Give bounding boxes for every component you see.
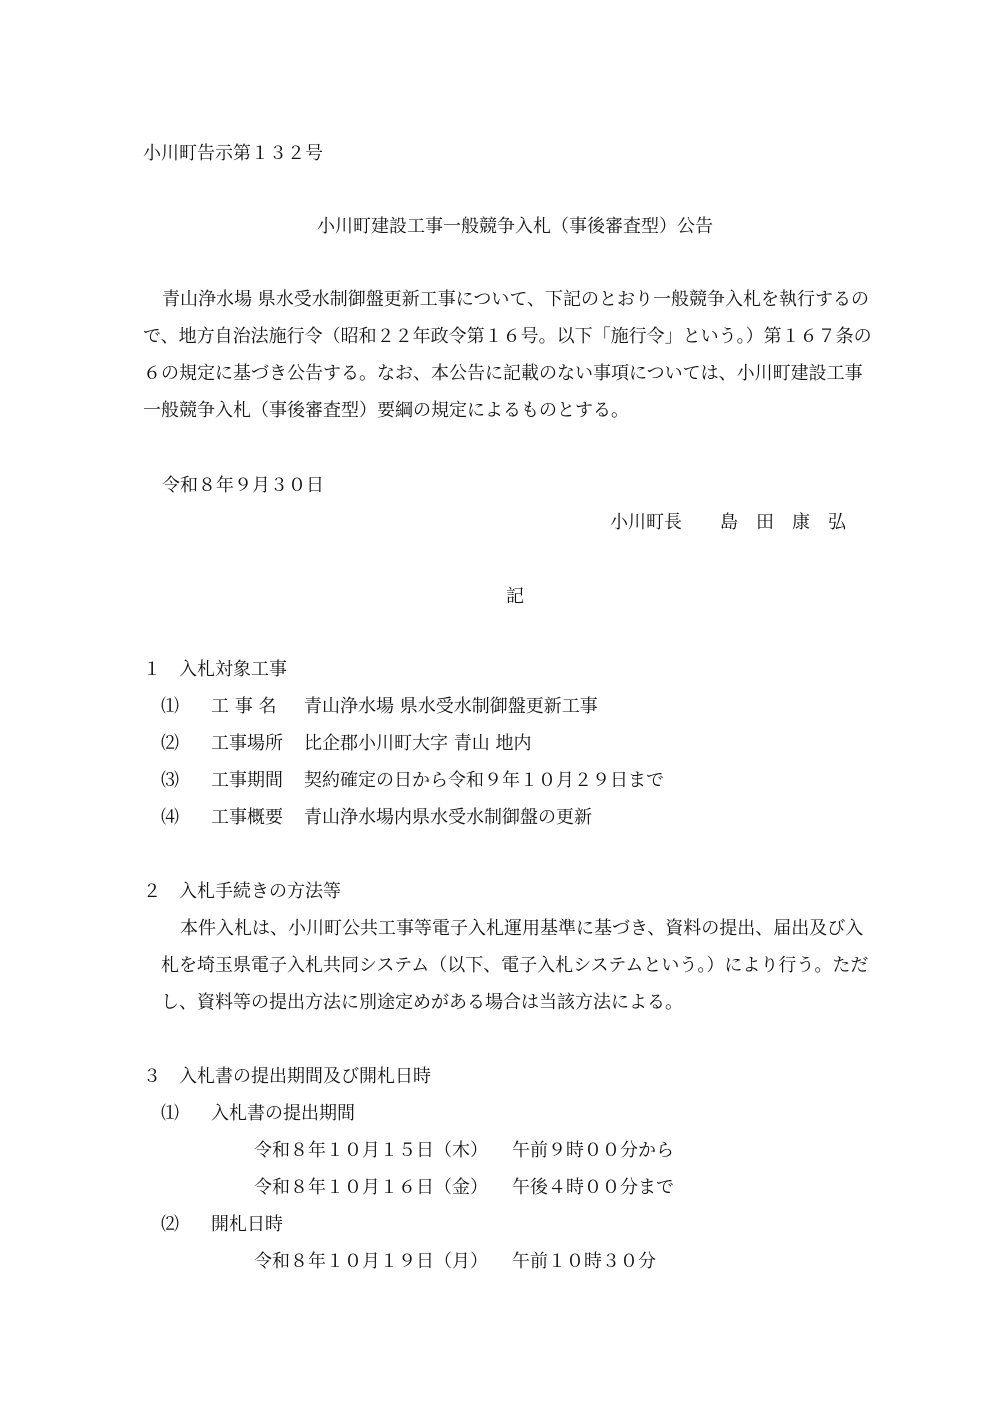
signature-name: 島 田 康 弘: [720, 512, 846, 533]
item-number: ⑶: [161, 770, 179, 791]
intro-line: 青山浄水場 県水受水制御盤更新工事について、下記のとおり一般競争入札を執行するの: [162, 289, 869, 310]
period-date: 令和８年１０月１５日（木）: [254, 1140, 488, 1161]
item-number: ⑷: [161, 807, 179, 828]
period-date: 令和８年１０月１６日（金）: [254, 1177, 488, 1198]
section-heading: ２ 入札手続きの方法等: [143, 881, 341, 902]
opening-date: 令和８年１０月１９日（月）: [254, 1251, 488, 1272]
section-body-line: し、資料等の提出方法に別途定めがある場合は当該方法による。: [161, 992, 683, 1013]
signature-title: 小川町長: [610, 512, 682, 533]
item-number: ⑴: [161, 696, 179, 717]
ki-marker: 記: [506, 586, 524, 607]
item-label: 工 事 名: [211, 696, 277, 717]
item-value: 青山浄水場 県水受水制御盤更新工事: [304, 696, 598, 717]
item-label: 工事場所: [211, 733, 283, 754]
intro-line: ６の規定に基づき公告する。なお、本公告に記載のない事項については、小川町建設工事: [143, 363, 863, 384]
section-heading: ３ 入札書の提出期間及び開札日時: [143, 1066, 431, 1087]
section-body-line: 札を埼玉県電子入札共同システム（以下、電子入札システムという。）により行う。ただ: [161, 955, 869, 976]
subsection-label: 開札日時: [211, 1214, 283, 1235]
subsection-label: 入札書の提出期間: [211, 1103, 355, 1124]
notice-number: 小川町告示第１３２号: [143, 143, 323, 164]
intro-line: で、地方自治法施行令（昭和２２年政令第１６号。以下「施行令」という。）第１６７条の: [143, 326, 872, 347]
period-time: 午前９時００分から: [512, 1140, 674, 1161]
notice-date: 令和８年９月３０日: [162, 475, 324, 496]
intro-line: 一般競争入札（事後審査型）要綱の規定によるものとする。: [143, 400, 629, 421]
item-value: 比企郡小川町大字 青山 地内: [304, 733, 532, 754]
item-value: 青山浄水場内県水受水制御盤の更新: [304, 807, 592, 828]
opening-time: 午前１０時３０分: [512, 1251, 656, 1272]
item-label: 工事概要: [211, 807, 283, 828]
item-number: ⑴: [161, 1103, 179, 1124]
item-label: 工事期間: [211, 770, 283, 791]
section-body-line: 本件入札は、小川町公共工事等電子入札運用基準に基づき、資料の提出、届出及び入: [180, 918, 864, 939]
period-time: 午後４時００分まで: [512, 1177, 674, 1198]
item-number: ⑵: [161, 1214, 179, 1235]
item-number: ⑵: [161, 733, 179, 754]
document-title: 小川町建設工事一般競争入札（事後審査型）公告: [317, 216, 713, 237]
item-value: 契約確定の日から令和９年１０月２９日まで: [304, 770, 664, 791]
section-heading: １ 入札対象工事: [143, 659, 287, 680]
